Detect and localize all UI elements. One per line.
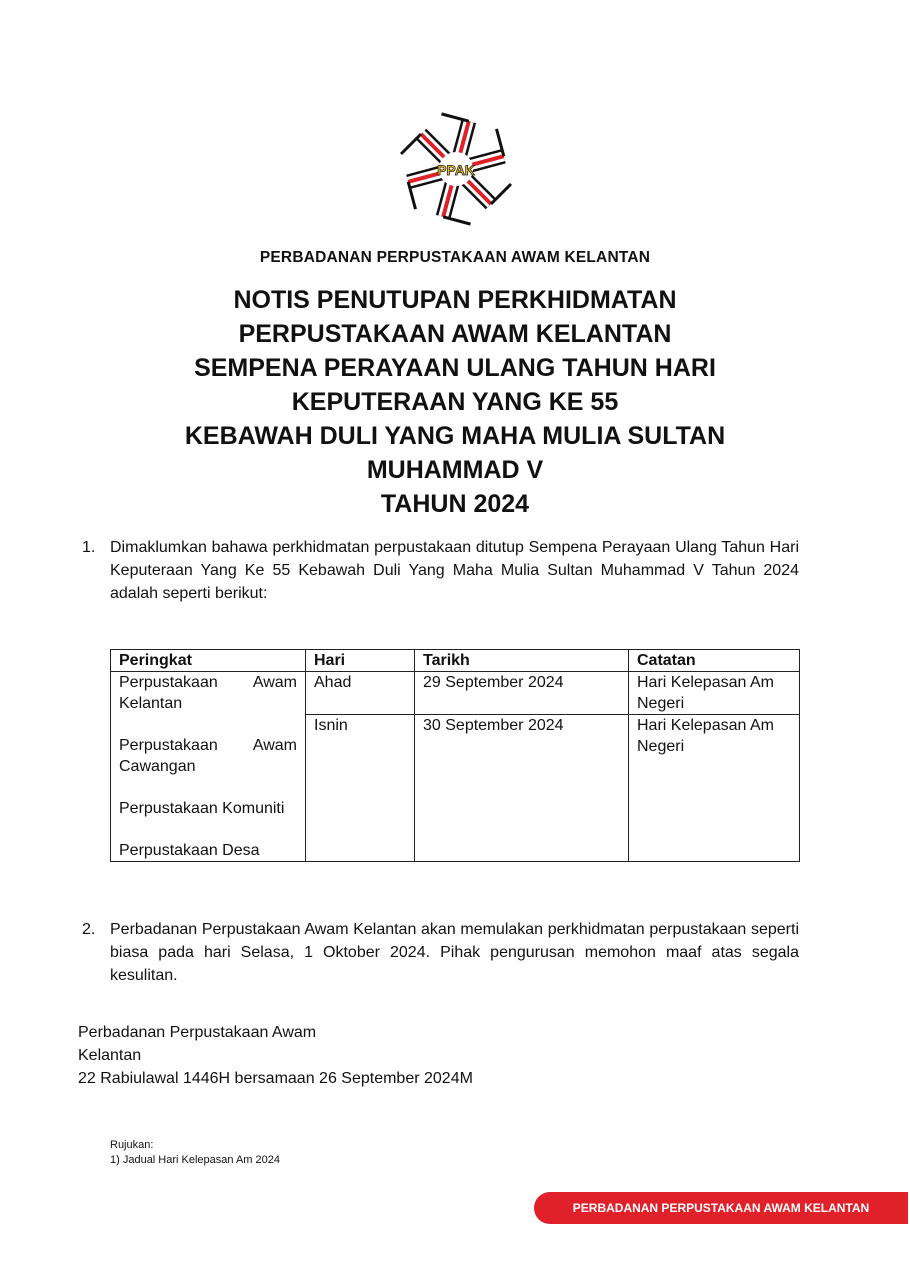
note-cell: Hari Kelepasan Am Negeri <box>629 672 800 715</box>
date-cell: 29 September 2024 <box>415 672 629 715</box>
library-levels-cell <box>111 672 306 862</box>
item-2-number: 2. <box>82 921 96 938</box>
title-line: NOTIS PENUTUPAN PERKHIDMATAN <box>233 286 677 314</box>
library-level: Perpustakaan Awam Cawangan <box>119 737 297 775</box>
title-line: KEPUTERAAN YANG KE 55 <box>291 388 619 416</box>
title-line: SEMPENA PERAYAAN ULANG TAHUN HARI <box>194 354 716 382</box>
title-line: KEBAWAH DULI YANG MAHA MULIA SULTAN <box>184 422 726 450</box>
signature-line: Perbadanan Perpustakaan Awam <box>78 1024 317 1041</box>
library-level: Perpustakaan Awam Kelantan <box>119 674 297 712</box>
title-line: PERPUSTAKAAN AWAM KELANTAN <box>238 320 672 348</box>
item-1-number: 1. <box>82 539 96 556</box>
reference-item: 1) Jadual Hari Kelepasan Am 2024 <box>110 1154 280 1166</box>
ppak-logo <box>395 108 517 230</box>
header-peringkat: Peringkat <box>111 650 306 672</box>
title-line: TAHUN 2024 <box>380 490 530 518</box>
notice-title <box>0 283 910 521</box>
table-row <box>111 672 800 715</box>
library-level: Perpustakaan Komuniti <box>119 800 285 817</box>
signature-date: 22 Rabiulawal 1446H bersamaan 26 September 2024M <box>78 1070 473 1087</box>
title-line: MUHAMMAD V <box>366 456 544 484</box>
reference-label: Rujukan: <box>110 1139 154 1151</box>
day-cell: Isnin <box>306 715 415 862</box>
signature-block <box>78 1021 473 1090</box>
reference-block <box>110 1138 280 1168</box>
header-tarikh: Tarikh <box>415 650 629 672</box>
day-cell: Ahad <box>306 672 415 715</box>
signature-line: Kelantan <box>78 1047 142 1064</box>
organization-heading: PERBADANAN PERPUSTAKAAN AWAM KELANTAN <box>259 249 651 266</box>
footer-text: PERBADANAN PERPUSTAKAAN AWAM KELANTAN <box>572 1201 870 1215</box>
table-header-row <box>111 650 800 672</box>
closure-schedule-table <box>110 649 800 862</box>
logo-text: PPAK <box>437 162 475 178</box>
note-cell: Hari Kelepasan Am Negeri <box>629 715 800 862</box>
date-cell: 30 September 2024 <box>415 715 629 862</box>
item-1-text: Dimaklumkan bahawa perkhidmatan perpustakaan ditutup Sempena Perayaan Ulang Tahun Hari Keputeraan Yang Ke 55 Kebawah Duli Yang Maha Mulia Sultan Muhammad V Tahun 2024 adalah seperti berikut: <box>110 539 799 602</box>
header-catatan: Catatan <box>629 650 800 672</box>
header-hari: Hari <box>306 650 415 672</box>
footer-banner <box>534 1192 908 1224</box>
item-2-text: Perbadanan Perpustakaan Awam Kelantan akan memulakan perkhidmatan perpustakaan seperti biasa pada hari Selasa, 1 Oktober 2024. Pihak pengurusan memohon maaf atas segala kesulitan. <box>110 921 799 984</box>
library-level: Perpustakaan Desa <box>119 842 260 859</box>
